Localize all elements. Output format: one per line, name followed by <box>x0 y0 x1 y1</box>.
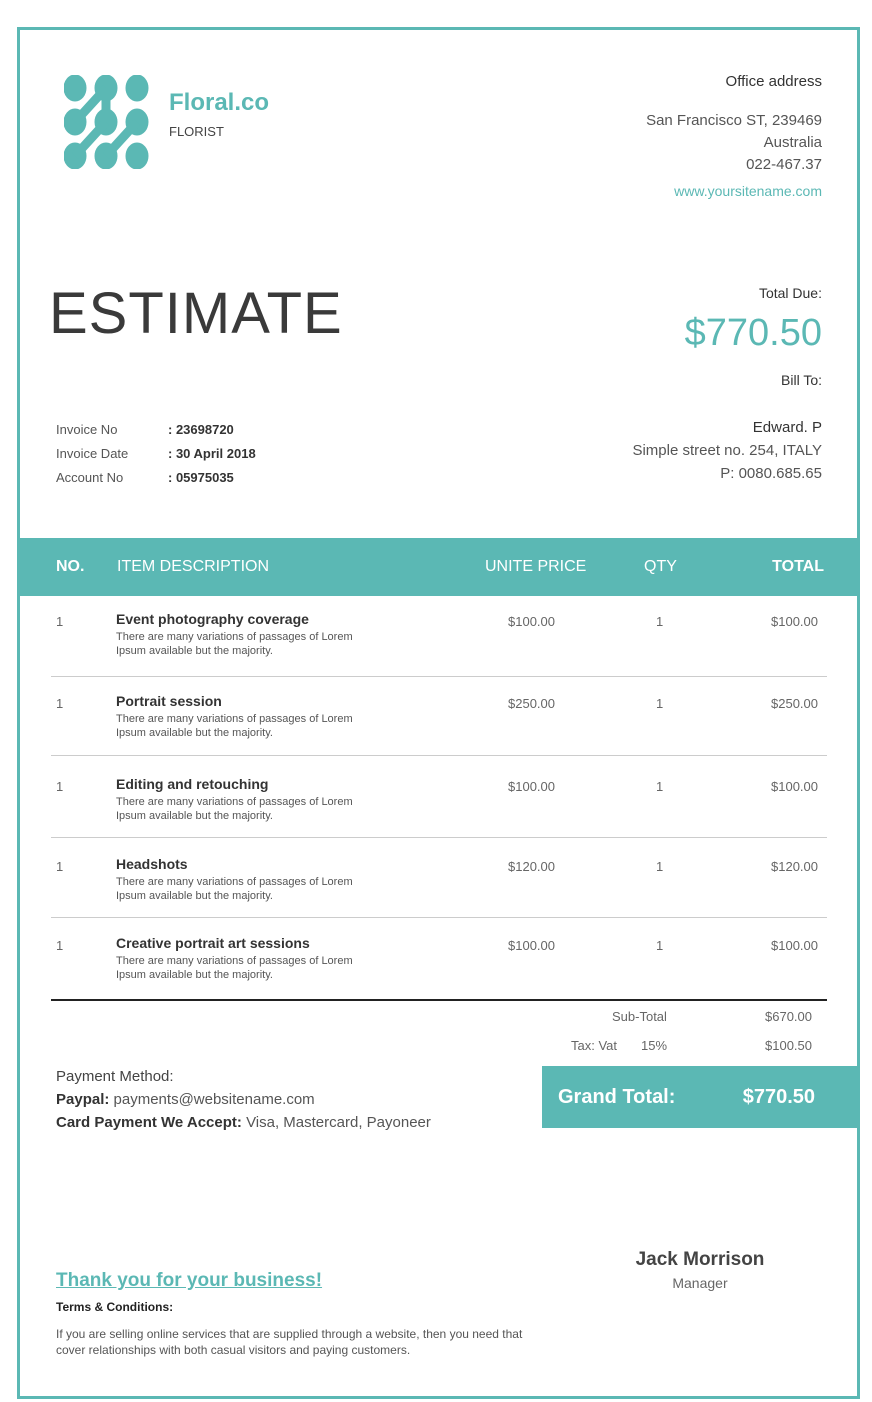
bill-to-address: Simple street no. 254, ITALY <box>632 442 822 459</box>
office-line2: Australia <box>763 134 822 151</box>
tax-value: $100.50 <box>765 1038 812 1053</box>
bill-to-details <box>632 416 822 485</box>
card-label: Card Payment We Accept: <box>56 1114 242 1131</box>
row-title: Headshots <box>116 856 188 872</box>
row-no: 1 <box>56 614 64 629</box>
row-no: 1 <box>56 859 64 874</box>
row-total: $100.00 <box>771 614 818 629</box>
meta-label: Invoice Date <box>56 446 129 461</box>
tax-label: Tax: Vat <box>571 1038 618 1053</box>
office-label: Office address <box>725 73 822 90</box>
paypal-line <box>56 1088 431 1111</box>
header-qty: QTY <box>644 558 677 575</box>
row-divider <box>51 837 827 838</box>
grand-total-label: Grand Total: <box>558 1086 676 1108</box>
row-description: There are many variations of passages of Lorem Ipsum available but the majority. <box>116 713 353 739</box>
row-total: $100.00 <box>771 938 818 953</box>
card-list: Visa, Mastercard, Payoneer <box>246 1114 431 1131</box>
row-price: $100.00 <box>508 614 555 629</box>
meta-value: : 23698720 <box>168 422 234 437</box>
table-row <box>51 776 827 838</box>
office-phone: 022-467.37 <box>746 156 822 173</box>
table-row <box>51 611 827 677</box>
header-description: ITEM DESCRIPTION <box>117 558 270 575</box>
paypal-email: payments@websitename.com <box>113 1091 315 1108</box>
payment-method <box>56 1065 431 1134</box>
row-price: $250.00 <box>508 696 555 711</box>
row-total: $120.00 <box>771 859 818 874</box>
row-divider <box>51 917 827 918</box>
row-qty: 1 <box>656 938 664 953</box>
thank-you-message: Thank you for your business! <box>56 1270 323 1291</box>
subtotal-value: $670.00 <box>765 1009 812 1024</box>
office-address <box>646 110 822 176</box>
card-line <box>56 1111 431 1134</box>
table-header <box>20 538 858 596</box>
row-qty: 1 <box>656 779 664 794</box>
subtotal-label: Sub-Total <box>612 1009 667 1024</box>
meta-label: Invoice No <box>56 422 118 437</box>
table-row <box>51 693 827 756</box>
bill-to-phone: P: 0080.685.65 <box>720 465 822 482</box>
total-due-amount: $770.50 <box>684 312 822 354</box>
signature-name: Jack Morrison <box>635 1249 765 1270</box>
row-title: Creative portrait art sessions <box>116 935 310 951</box>
row-no: 1 <box>56 696 64 711</box>
meta-invoice-no <box>56 418 256 442</box>
floral-logo-icon <box>64 75 150 169</box>
website-link[interactable]: www.yoursitename.com <box>674 183 822 199</box>
row-total: $250.00 <box>771 696 818 711</box>
row-total: $100.00 <box>771 779 818 794</box>
meta-account-no <box>56 466 256 490</box>
signature-role: Manager <box>672 1275 728 1291</box>
header-unit-price: UNITE PRICE <box>485 558 587 575</box>
payment-label: Payment Method: <box>56 1068 174 1085</box>
bill-to-name: Edward. P <box>752 419 822 436</box>
tax-rate: 15% <box>641 1038 668 1053</box>
row-no: 1 <box>56 938 64 953</box>
terms-text: If you are selling online services that are supplied through a website, then you need that cover relationships with both casual visitors and paying customers. <box>56 1327 523 1357</box>
paypal-label: Paypal: <box>56 1091 110 1108</box>
row-price: $120.00 <box>508 859 555 874</box>
row-title: Event photography coverage <box>116 611 309 627</box>
row-divider <box>51 755 827 756</box>
document-title: ESTIMATE <box>49 281 343 346</box>
header-no: NO. <box>56 558 85 575</box>
meta-value: : 05975035 <box>168 470 234 485</box>
grand-total-value: $770.50 <box>742 1086 815 1108</box>
meta-invoice-date <box>56 442 256 466</box>
row-price: $100.00 <box>508 779 555 794</box>
row-price: $100.00 <box>508 938 555 953</box>
total-due-label: Total Due: <box>758 285 822 301</box>
meta-label: Account No <box>56 470 124 485</box>
brand-tagline: FLORIST <box>169 124 224 139</box>
row-description: There are many variations of passages of Lorem Ipsum available but the majority. <box>116 631 353 657</box>
row-description: There are many variations of passages of Lorem Ipsum available but the majority. <box>116 796 353 822</box>
table-row <box>51 856 827 918</box>
row-divider <box>51 676 827 677</box>
row-qty: 1 <box>656 859 664 874</box>
row-no: 1 <box>56 779 64 794</box>
table-end-divider <box>51 999 827 1001</box>
header-total: TOTAL <box>772 558 824 575</box>
row-description: There are many variations of passages of Lorem Ipsum available but the majority. <box>116 876 353 902</box>
grand-total-box <box>542 1066 858 1128</box>
meta-value: : 30 April 2018 <box>168 446 256 461</box>
bill-to-label: Bill To: <box>781 372 822 388</box>
terms-label: Terms & Conditions: <box>56 1300 174 1314</box>
brand-name: Floral.co <box>169 89 270 116</box>
row-qty: 1 <box>656 696 664 711</box>
office-line1: San Francisco ST, 239469 <box>646 112 822 129</box>
row-qty: 1 <box>656 614 664 629</box>
row-description: There are many variations of passages of Lorem Ipsum available but the majority. <box>116 955 353 981</box>
row-title: Portrait session <box>116 693 222 709</box>
invoice-meta <box>56 418 256 490</box>
row-title: Editing and retouching <box>116 776 269 792</box>
